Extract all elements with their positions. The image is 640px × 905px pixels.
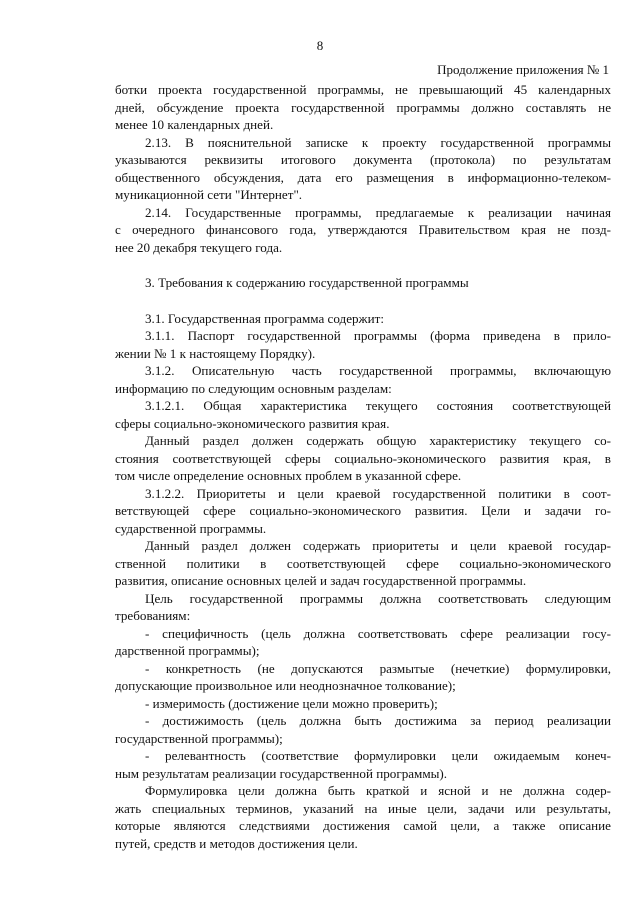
text-line: жать специальных терминов, указаний на иные цели, задачи или результаты, bbox=[115, 800, 611, 816]
text-line: Данный раздел должен содержать общую характеристику текущего со- bbox=[145, 433, 611, 448]
text-line: допускающие произвольное или неоднозначное толкование); bbox=[115, 678, 456, 693]
text-line: - релевантность (соответствие формулировки цели ожидаемым конеч- bbox=[145, 748, 611, 763]
text-line: общественного обсуждения, дата его размещения в информационно-телеком- bbox=[115, 169, 611, 185]
text-line: Цель государственной программы должна соответствовать следующим bbox=[145, 590, 611, 606]
text-line: государственной программы); bbox=[115, 730, 283, 746]
text-line: - специфичность (цель должна соответствовать сфере реализации госу- bbox=[145, 625, 611, 641]
text-line: ственной политики в соответствующей сфере социально-экономического bbox=[115, 555, 611, 571]
text-line: 3. Требования к содержанию государственной программы bbox=[145, 275, 469, 290]
document-body bbox=[115, 81, 611, 852]
text-line: сударственной программы. bbox=[115, 520, 267, 536]
text-line: 3.1.1. Паспорт государственной программы (форма приведена в прило- bbox=[145, 328, 611, 343]
paragraph-gap bbox=[115, 292, 611, 310]
text-line: том числе определение основных проблем в указанной сфере. bbox=[115, 468, 462, 483]
text-line: которые являются следствиями достижения самой цели, а также описание bbox=[115, 818, 611, 833]
text-line: сферы социально-экономического развития края. bbox=[115, 415, 390, 431]
page-number: 8 bbox=[316, 38, 324, 53]
text-line: менее 10 календарных дней. bbox=[115, 117, 274, 132]
text-line: 3.1.2.2. Приоритеты и цели краевой государственной политики в соот- bbox=[145, 485, 611, 501]
text-line: путей, средств и методов достижения цели. bbox=[115, 835, 358, 851]
text-line: Формулировка цели должна быть краткой и ясной и не должна содер- bbox=[145, 783, 611, 798]
text-line: с очередного финансового года, утверждаются Правительством края не позд- bbox=[115, 222, 611, 237]
text-line: ботки проекта государственной программы, не превышающий 45 календарных bbox=[115, 82, 611, 97]
text-line: - достижимость (цель должна быть достижима за период реализации bbox=[145, 713, 611, 728]
text-line: - измеримость (достижение цели можно проверить); bbox=[145, 695, 438, 711]
text-line: ветствующей сфере социально-экономического развития. Цели и задачи го- bbox=[115, 503, 611, 518]
text-line: 3.1.2. Описательную часть государственной программы, включающую bbox=[145, 363, 611, 378]
text-line: дней, обсуждение проекта государственной программы должно составлять не bbox=[115, 99, 611, 115]
text-line: жении № 1 к настоящему Порядку). bbox=[115, 345, 316, 361]
text-line: ным результатам реализации государственной программы). bbox=[115, 765, 448, 781]
text-line: 3.1.2.1. Общая характеристика текущего состояния соответствующей bbox=[145, 398, 611, 413]
paragraph-gap bbox=[115, 256, 611, 274]
text-line: развития, описание основных целей и задач государственной программы. bbox=[115, 573, 527, 588]
text-line: Данный раздел должен содержать приоритеты и цели краевой государ- bbox=[145, 538, 611, 553]
text-line: стояния соответствующей сферы социально-экономического развития края, в bbox=[115, 450, 611, 466]
appendix-continuation-note: Продолжение приложения № 1 bbox=[437, 62, 609, 77]
text-line: информацию по следующим основным разделам: bbox=[115, 380, 392, 396]
text-line: 2.14. Государственные программы, предлагаемые к реализации начиная bbox=[145, 204, 611, 220]
text-line: муникационной сети "Интернет". bbox=[115, 187, 303, 202]
text-line: указываются реквизиты итогового документа (протокола) по результатам bbox=[115, 152, 611, 167]
text-line: требованиям: bbox=[115, 608, 191, 623]
text-line: 3.1. Государственная программа содержит: bbox=[145, 310, 384, 326]
text-line: дарственной программы); bbox=[115, 643, 260, 658]
text-line: 2.13. В пояснительной записке к проекту государственной программы bbox=[145, 134, 611, 150]
text-line: нее 20 декабря текущего года. bbox=[115, 239, 283, 255]
text-line: - конкретность (не допускаются размытые (нечеткие) формулировки, bbox=[145, 660, 611, 676]
